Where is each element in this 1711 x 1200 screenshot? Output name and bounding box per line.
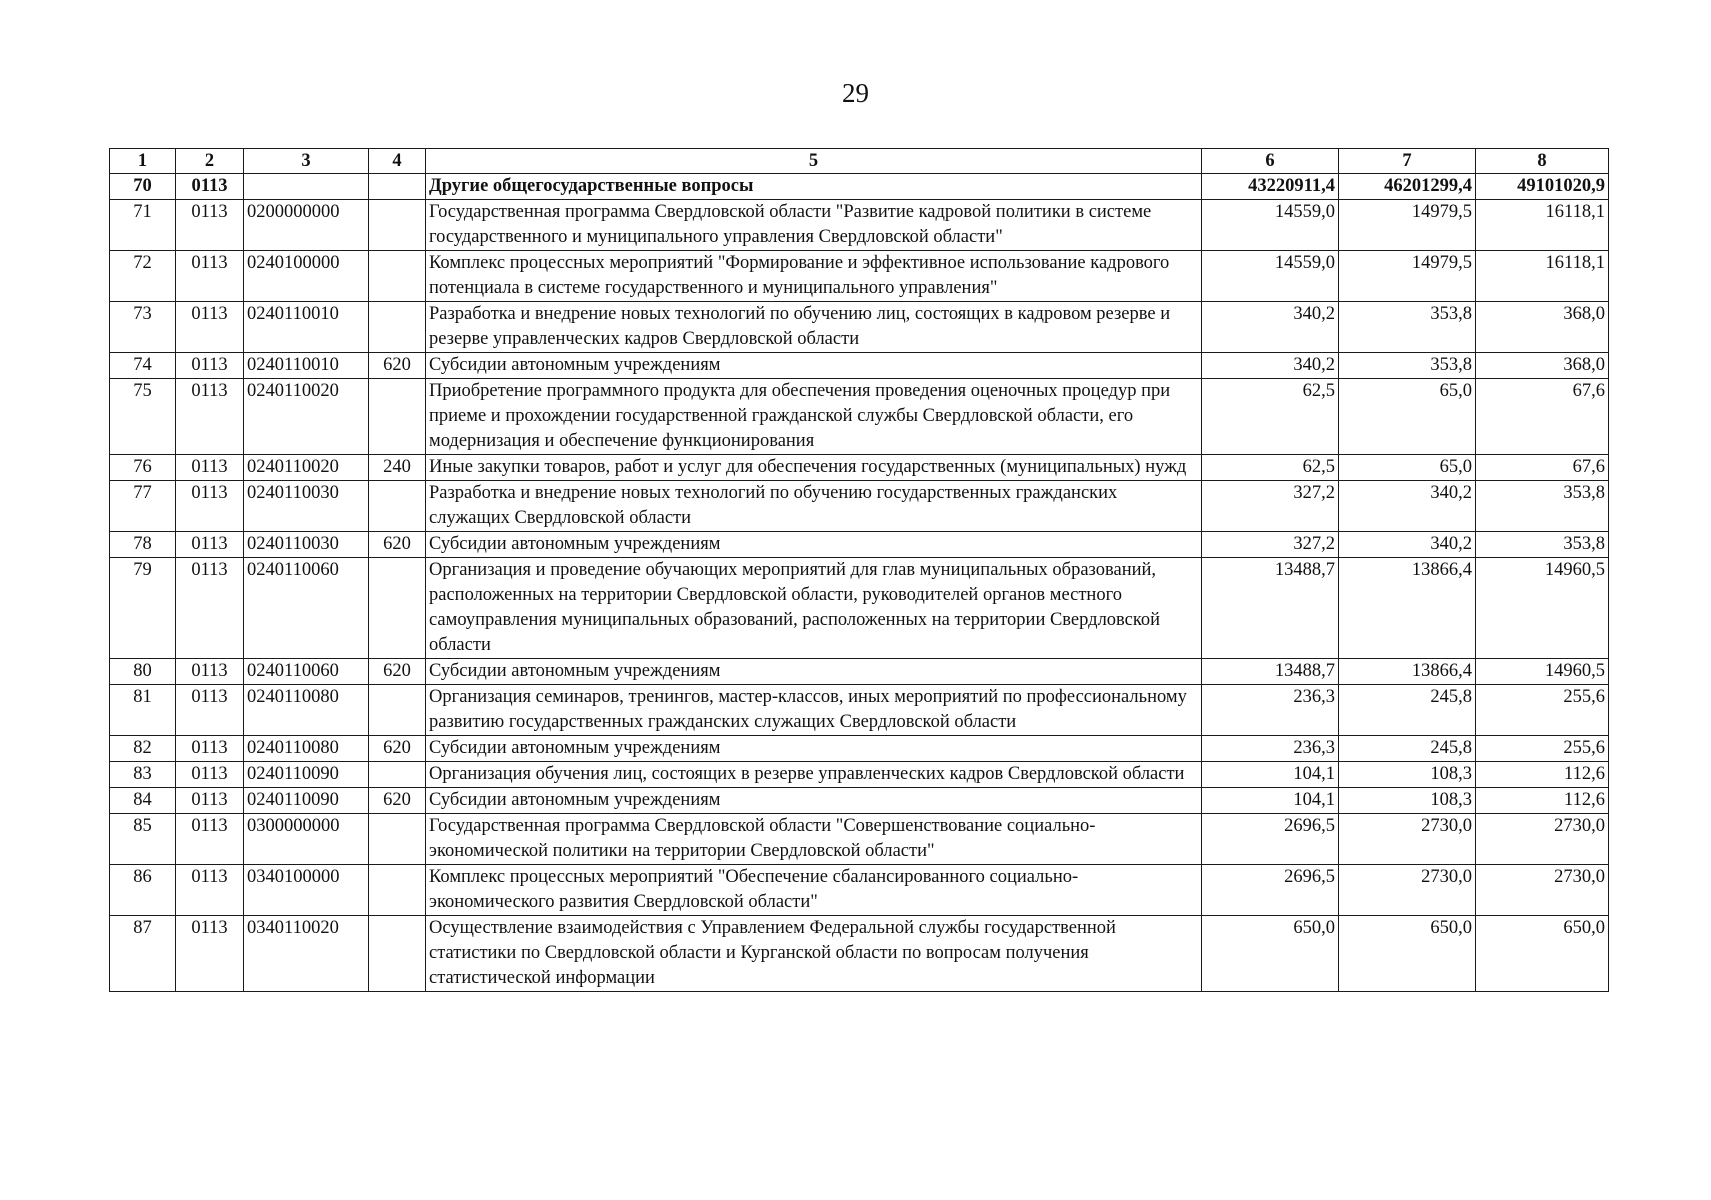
target-article-code: 0200000000 [244, 200, 369, 251]
amount-year-2: 353,8 [1339, 353, 1476, 379]
row-number: 82 [110, 736, 176, 762]
table-row [110, 200, 1609, 251]
table-row [110, 532, 1609, 558]
amount-year-1: 62,5 [1202, 379, 1339, 455]
row-number: 87 [110, 916, 176, 992]
target-article-code [244, 174, 369, 200]
amount-year-2: 108,3 [1339, 762, 1476, 788]
item-name: Субсидии автономным учреждениям [426, 736, 1202, 762]
amount-year-3: 16118,1 [1476, 200, 1609, 251]
table-row [110, 685, 1609, 736]
target-article-code: 0240110080 [244, 685, 369, 736]
amount-year-1: 43220911,4 [1202, 174, 1339, 200]
row-number: 70 [110, 174, 176, 200]
row-number: 86 [110, 865, 176, 916]
amount-year-1: 236,3 [1202, 736, 1339, 762]
target-article-code: 0240110030 [244, 481, 369, 532]
target-article-code: 0240100000 [244, 251, 369, 302]
expense-type-code: 620 [369, 532, 426, 558]
table-row [110, 865, 1609, 916]
expense-type-code [369, 481, 426, 532]
table-row [110, 353, 1609, 379]
row-number: 73 [110, 302, 176, 353]
amount-year-1: 236,3 [1202, 685, 1339, 736]
amount-year-2: 650,0 [1339, 916, 1476, 992]
table-row [110, 455, 1609, 481]
expense-type-code: 620 [369, 353, 426, 379]
target-article-code: 0240110080 [244, 736, 369, 762]
section-code: 0113 [176, 353, 244, 379]
item-name: Государственная программа Свердловской области "Совершенствование социально-экономической политики на территории Свердловской области" [426, 814, 1202, 865]
section-code: 0113 [176, 302, 244, 353]
header-col-1: 1 [110, 149, 176, 174]
amount-year-3: 67,6 [1476, 379, 1609, 455]
header-col-7: 7 [1339, 149, 1476, 174]
expense-type-code [369, 685, 426, 736]
expense-type-code [369, 174, 426, 200]
target-article-code: 0240110030 [244, 532, 369, 558]
header-col-6: 6 [1202, 149, 1339, 174]
expense-type-code [369, 200, 426, 251]
amount-year-2: 2730,0 [1339, 865, 1476, 916]
amount-year-1: 2696,5 [1202, 865, 1339, 916]
amount-year-3: 368,0 [1476, 353, 1609, 379]
table-row [110, 736, 1609, 762]
amount-year-3: 2730,0 [1476, 865, 1609, 916]
item-name: Разработка и внедрение новых технологий по обучению лиц, состоящих в кадровом резерве и резерве управленческих кадров Свердловской области [426, 302, 1202, 353]
item-name: Организация и проведение обучающих мероприятий для глав муниципальных образований, расположенных на территории Свердловской области, руководителей органов местного самоуправления муниципальных образований, расположенных на территории Свердловской области [426, 558, 1202, 659]
amount-year-3: 67,6 [1476, 455, 1609, 481]
row-number: 80 [110, 659, 176, 685]
target-article-code: 0240110090 [244, 762, 369, 788]
item-name: Другие общегосударственные вопросы [426, 174, 1202, 200]
item-name: Организация обучения лиц, состоящих в резерве управленческих кадров Свердловской области [426, 762, 1202, 788]
table-row [110, 762, 1609, 788]
table-row [110, 814, 1609, 865]
target-article-code: 0240110010 [244, 302, 369, 353]
page-number: 29 [842, 78, 869, 108]
section-code: 0113 [176, 481, 244, 532]
section-code: 0113 [176, 916, 244, 992]
amount-year-3: 14960,5 [1476, 558, 1609, 659]
section-code: 0113 [176, 736, 244, 762]
table-row [110, 379, 1609, 455]
target-article-code: 0240110020 [244, 455, 369, 481]
table-row [110, 659, 1609, 685]
amount-year-1: 650,0 [1202, 916, 1339, 992]
amount-year-3: 2730,0 [1476, 814, 1609, 865]
amount-year-3: 16118,1 [1476, 251, 1609, 302]
expense-type-code: 620 [369, 788, 426, 814]
table-row [110, 174, 1609, 200]
row-number: 77 [110, 481, 176, 532]
amount-year-3: 112,6 [1476, 762, 1609, 788]
amount-year-2: 14979,5 [1339, 251, 1476, 302]
row-number: 85 [110, 814, 176, 865]
section-code: 0113 [176, 558, 244, 659]
table-row [110, 558, 1609, 659]
target-article-code: 0240110090 [244, 788, 369, 814]
amount-year-2: 2730,0 [1339, 814, 1476, 865]
table-row [110, 788, 1609, 814]
row-number: 78 [110, 532, 176, 558]
header-col-3: 3 [244, 149, 369, 174]
header-col-5: 5 [426, 149, 1202, 174]
amount-year-2: 46201299,4 [1339, 174, 1476, 200]
amount-year-3: 49101020,9 [1476, 174, 1609, 200]
row-number: 72 [110, 251, 176, 302]
section-code: 0113 [176, 685, 244, 736]
amount-year-2: 14979,5 [1339, 200, 1476, 251]
amount-year-3: 255,6 [1476, 685, 1609, 736]
item-name: Иные закупки товаров, работ и услуг для обеспечения государственных (муниципальных) нужд [426, 455, 1202, 481]
target-article-code: 0240110060 [244, 558, 369, 659]
expense-type-code [369, 865, 426, 916]
amount-year-2: 108,3 [1339, 788, 1476, 814]
section-code: 0113 [176, 865, 244, 916]
amount-year-3: 353,8 [1476, 532, 1609, 558]
amount-year-2: 245,8 [1339, 685, 1476, 736]
section-code: 0113 [176, 659, 244, 685]
amount-year-1: 327,2 [1202, 481, 1339, 532]
amount-year-2: 65,0 [1339, 379, 1476, 455]
section-code: 0113 [176, 762, 244, 788]
amount-year-1: 340,2 [1202, 302, 1339, 353]
expense-type-code: 240 [369, 455, 426, 481]
amount-year-1: 104,1 [1202, 788, 1339, 814]
row-number: 83 [110, 762, 176, 788]
section-code: 0113 [176, 251, 244, 302]
section-code: 0113 [176, 532, 244, 558]
item-name: Организация семинаров, тренингов, мастер-классов, иных мероприятий по профессиональному развитию государственных гражданских служащих Свердловской области [426, 685, 1202, 736]
row-number: 75 [110, 379, 176, 455]
row-number: 71 [110, 200, 176, 251]
row-number: 84 [110, 788, 176, 814]
amount-year-1: 2696,5 [1202, 814, 1339, 865]
amount-year-1: 340,2 [1202, 353, 1339, 379]
amount-year-3: 353,8 [1476, 481, 1609, 532]
item-name: Комплекс процессных мероприятий "Формирование и эффективное использование кадрового потенциала в системе государственного и муниципального управления" [426, 251, 1202, 302]
item-name: Государственная программа Свердловской области "Развитие кадровой политики в системе государственного и муниципального управления Свердловской области" [426, 200, 1202, 251]
target-article-code: 0240110060 [244, 659, 369, 685]
header-col-8: 8 [1476, 149, 1609, 174]
target-article-code: 0240110020 [244, 379, 369, 455]
section-code: 0113 [176, 379, 244, 455]
item-name: Разработка и внедрение новых технологий по обучению государственных гражданских служащих Свердловской области [426, 481, 1202, 532]
amount-year-1: 62,5 [1202, 455, 1339, 481]
amount-year-2: 245,8 [1339, 736, 1476, 762]
table-row [110, 302, 1609, 353]
row-number: 74 [110, 353, 176, 379]
amount-year-2: 340,2 [1339, 532, 1476, 558]
expense-type-code: 620 [369, 736, 426, 762]
amount-year-1: 104,1 [1202, 762, 1339, 788]
item-name: Субсидии автономным учреждениям [426, 659, 1202, 685]
budget-table [109, 148, 1609, 992]
table-row [110, 481, 1609, 532]
amount-year-3: 368,0 [1476, 302, 1609, 353]
header-col-4: 4 [369, 149, 426, 174]
amount-year-3: 14960,5 [1476, 659, 1609, 685]
expense-type-code [369, 251, 426, 302]
section-code: 0113 [176, 455, 244, 481]
header-col-2: 2 [176, 149, 244, 174]
amount-year-2: 13866,4 [1339, 558, 1476, 659]
amount-year-1: 14559,0 [1202, 251, 1339, 302]
item-name: Субсидии автономным учреждениям [426, 353, 1202, 379]
row-number: 79 [110, 558, 176, 659]
target-article-code: 0340110020 [244, 916, 369, 992]
item-name: Субсидии автономным учреждениям [426, 788, 1202, 814]
amount-year-3: 112,6 [1476, 788, 1609, 814]
amount-year-1: 327,2 [1202, 532, 1339, 558]
amount-year-2: 65,0 [1339, 455, 1476, 481]
expense-type-code [369, 558, 426, 659]
section-code: 0113 [176, 814, 244, 865]
expense-type-code: 620 [369, 659, 426, 685]
expense-type-code [369, 379, 426, 455]
amount-year-2: 353,8 [1339, 302, 1476, 353]
item-name: Приобретение программного продукта для обеспечения проведения оценочных процедур при приеме и прохождении государственной гражданской службы Свердловской области, его модернизация и обеспечение функционирования [426, 379, 1202, 455]
table-row [110, 916, 1609, 992]
target-article-code: 0340100000 [244, 865, 369, 916]
amount-year-1: 13488,7 [1202, 659, 1339, 685]
target-article-code: 0300000000 [244, 814, 369, 865]
target-article-code: 0240110010 [244, 353, 369, 379]
amount-year-3: 650,0 [1476, 916, 1609, 992]
table-row [110, 251, 1609, 302]
item-name: Субсидии автономным учреждениям [426, 532, 1202, 558]
section-code: 0113 [176, 200, 244, 251]
row-number: 81 [110, 685, 176, 736]
amount-year-2: 340,2 [1339, 481, 1476, 532]
amount-year-1: 14559,0 [1202, 200, 1339, 251]
expense-type-code [369, 762, 426, 788]
expense-type-code [369, 814, 426, 865]
section-code: 0113 [176, 174, 244, 200]
item-name: Осуществление взаимодействия с Управлением Федеральной службы государственной статистики по Свердловской области и Курганской области по вопросам получения статистической информации [426, 916, 1202, 992]
section-code: 0113 [176, 788, 244, 814]
amount-year-3: 255,6 [1476, 736, 1609, 762]
amount-year-1: 13488,7 [1202, 558, 1339, 659]
expense-type-code [369, 916, 426, 992]
header-row [110, 149, 1609, 174]
item-name: Комплекс процессных мероприятий "Обеспечение сбалансированного социально-экономического развития Свердловской области" [426, 865, 1202, 916]
amount-year-2: 13866,4 [1339, 659, 1476, 685]
row-number: 76 [110, 455, 176, 481]
expense-type-code [369, 302, 426, 353]
